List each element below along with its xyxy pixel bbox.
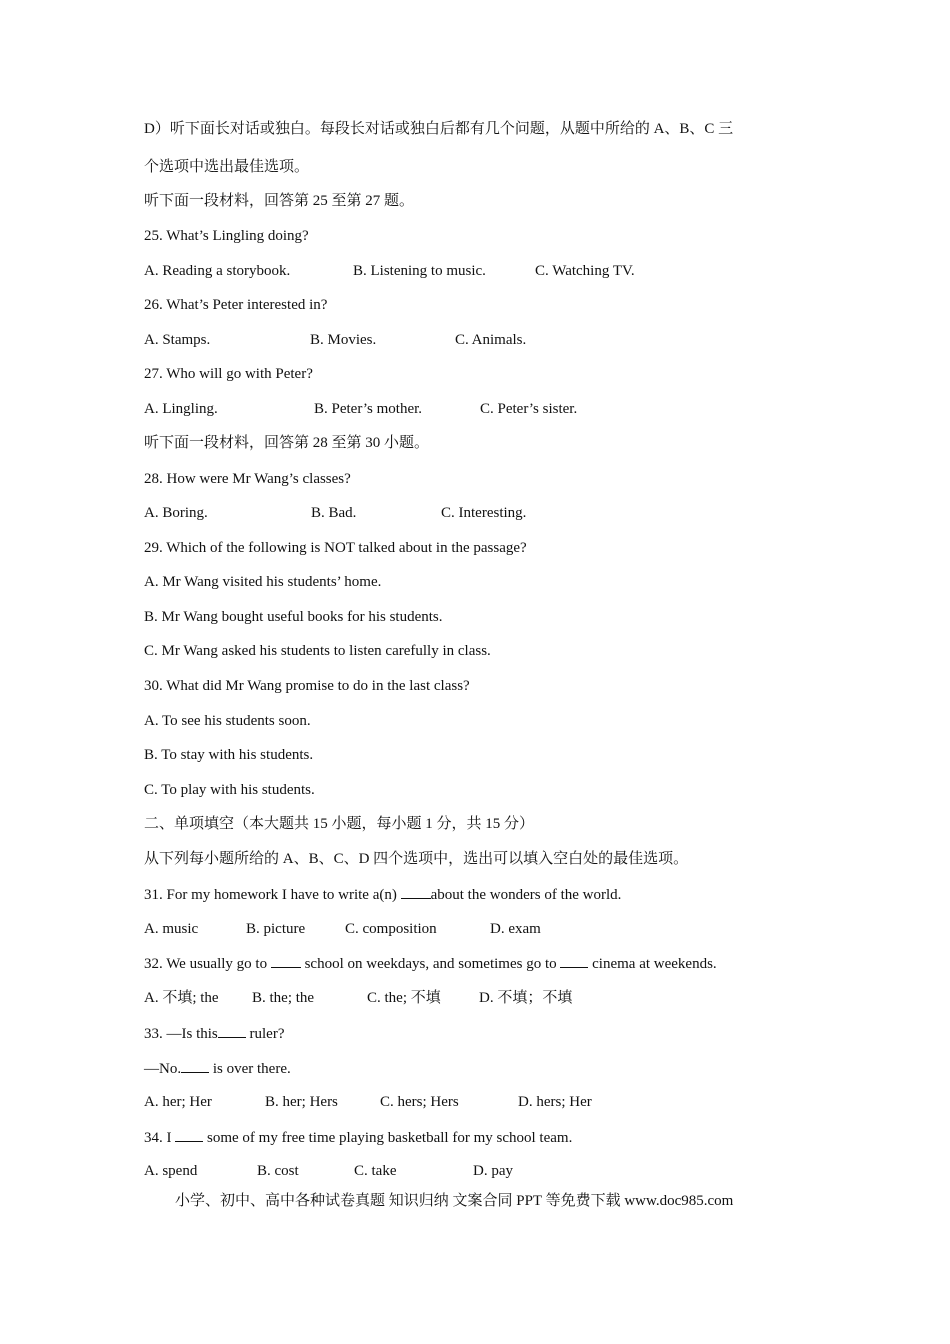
q34-text-pre: 34. I xyxy=(144,1130,176,1146)
q28-option-c: C. Interesting. xyxy=(441,505,527,521)
question-29: 29. Which of the following is NOT talked about in the passage? xyxy=(144,540,527,556)
q31-text-post: about the wonders of the world. xyxy=(430,887,622,903)
q32-option-c: C. the; 不填 xyxy=(367,990,441,1006)
answer-blank xyxy=(175,1127,203,1142)
q25-option-b: B. Listening to music. xyxy=(353,263,486,279)
q25-option-c: C. Watching TV. xyxy=(535,263,635,279)
q32-option-d: D. 不填；不填 xyxy=(479,990,573,1006)
q28-option-a: A. Boring. xyxy=(144,505,208,521)
q31-text-pre: 31. For my homework I have to write a(n) xyxy=(144,887,401,903)
q33-option-d: D. hers; Her xyxy=(518,1094,592,1110)
question-32 xyxy=(144,953,717,974)
q32-text-mid: school on weekdays, and sometimes go to xyxy=(300,956,561,972)
q30-option-b: B. To stay with his students. xyxy=(144,747,314,763)
q29-option-c: C. Mr Wang asked his students to listen carefully in class. xyxy=(144,643,491,659)
question-26: 26. What’s Peter interested in? xyxy=(144,297,328,313)
group1-intro: 听下面一段材料，回答第 25 至第 27 题。 xyxy=(144,193,415,209)
section-d-intro-line2: 个选项中选出最佳选项。 xyxy=(144,159,310,175)
q26-option-a: A. Stamps. xyxy=(144,332,211,348)
q34-option-b: B. cost xyxy=(257,1163,299,1179)
q34-option-c: C. take xyxy=(354,1163,397,1179)
q33-text-pre: 33. —Is this xyxy=(144,1026,218,1042)
group2-intro: 听下面一段材料，回答第 28 至第 30 小题。 xyxy=(144,435,430,451)
question-33-reply xyxy=(144,1058,291,1079)
q33-text-post: ruler? xyxy=(245,1026,285,1042)
question-25: 25. What’s Lingling doing? xyxy=(144,228,309,244)
q27-option-b: B. Peter’s mother. xyxy=(314,401,423,417)
page-footer: 小学、初中、高中各种试卷真题 知识归纳 文案合同 PPT 等免费下载 www.doc985.com xyxy=(175,1193,734,1209)
question-34 xyxy=(144,1127,572,1148)
q28-option-b: B. Bad. xyxy=(311,505,357,521)
q32-text-post: cinema at weekends. xyxy=(588,956,717,972)
answer-blank xyxy=(218,1023,246,1038)
question-31 xyxy=(144,884,621,905)
q29-option-b: B. Mr Wang bought useful books for his students. xyxy=(144,609,443,625)
q34-text-post: some of my free time playing basketball for my school team. xyxy=(203,1130,573,1146)
question-33 xyxy=(144,1023,285,1044)
q27-option-c: C. Peter’s sister. xyxy=(480,401,578,417)
q31-option-d: D. exam xyxy=(490,921,541,937)
q33-reply-post: is over there. xyxy=(209,1061,291,1077)
q34-option-d: D. pay xyxy=(473,1163,513,1179)
answer-blank xyxy=(560,953,588,968)
q33-option-a: A. her; Her xyxy=(144,1094,212,1110)
section-d-intro-line1: D）听下面长对话或独白。每段长对话或独白后都有几个问题，从题中所给的 A、B、C 三 xyxy=(144,121,734,137)
answer-blank xyxy=(271,953,301,968)
q32-option-a: A. 不填; the xyxy=(144,990,219,1006)
q25-option-a: A. Reading a storybook. xyxy=(144,263,291,279)
question-30: 30. What did Mr Wang promise to do in the last class? xyxy=(144,678,470,694)
q33-reply-pre: —No. xyxy=(144,1061,182,1077)
answer-blank xyxy=(401,884,431,899)
q33-option-c: C. hers; Hers xyxy=(380,1094,459,1110)
q30-option-a: A. To see his students soon. xyxy=(144,713,311,729)
answer-blank xyxy=(181,1058,209,1073)
q31-option-c: C. composition xyxy=(345,921,437,937)
q34-option-a: A. spend xyxy=(144,1163,198,1179)
section-2-title: 二、单项填空（本大题共 15 小题，每小题 1 分，共 15 分） xyxy=(144,816,535,832)
q32-text-pre: 32. We usually go to xyxy=(144,956,271,972)
q31-option-a: A. music xyxy=(144,921,199,937)
question-28: 28. How were Mr Wang’s classes? xyxy=(144,471,351,487)
q27-option-a: A. Lingling. xyxy=(144,401,218,417)
q29-option-a: A. Mr Wang visited his students’ home. xyxy=(144,574,382,590)
q30-option-c: C. To play with his students. xyxy=(144,782,315,798)
q33-option-b: B. her; Hers xyxy=(265,1094,338,1110)
q31-option-b: B. picture xyxy=(246,921,306,937)
question-27: 27. Who will go with Peter? xyxy=(144,366,313,382)
section-2-instruction: 从下列每小题所给的 A、B、C、D 四个选项中，选出可以填入空白处的最佳选项。 xyxy=(144,851,689,867)
q26-option-b: B. Movies. xyxy=(310,332,377,348)
q32-option-b: B. the; the xyxy=(252,990,315,1006)
q26-option-c: C. Animals. xyxy=(455,332,527,348)
